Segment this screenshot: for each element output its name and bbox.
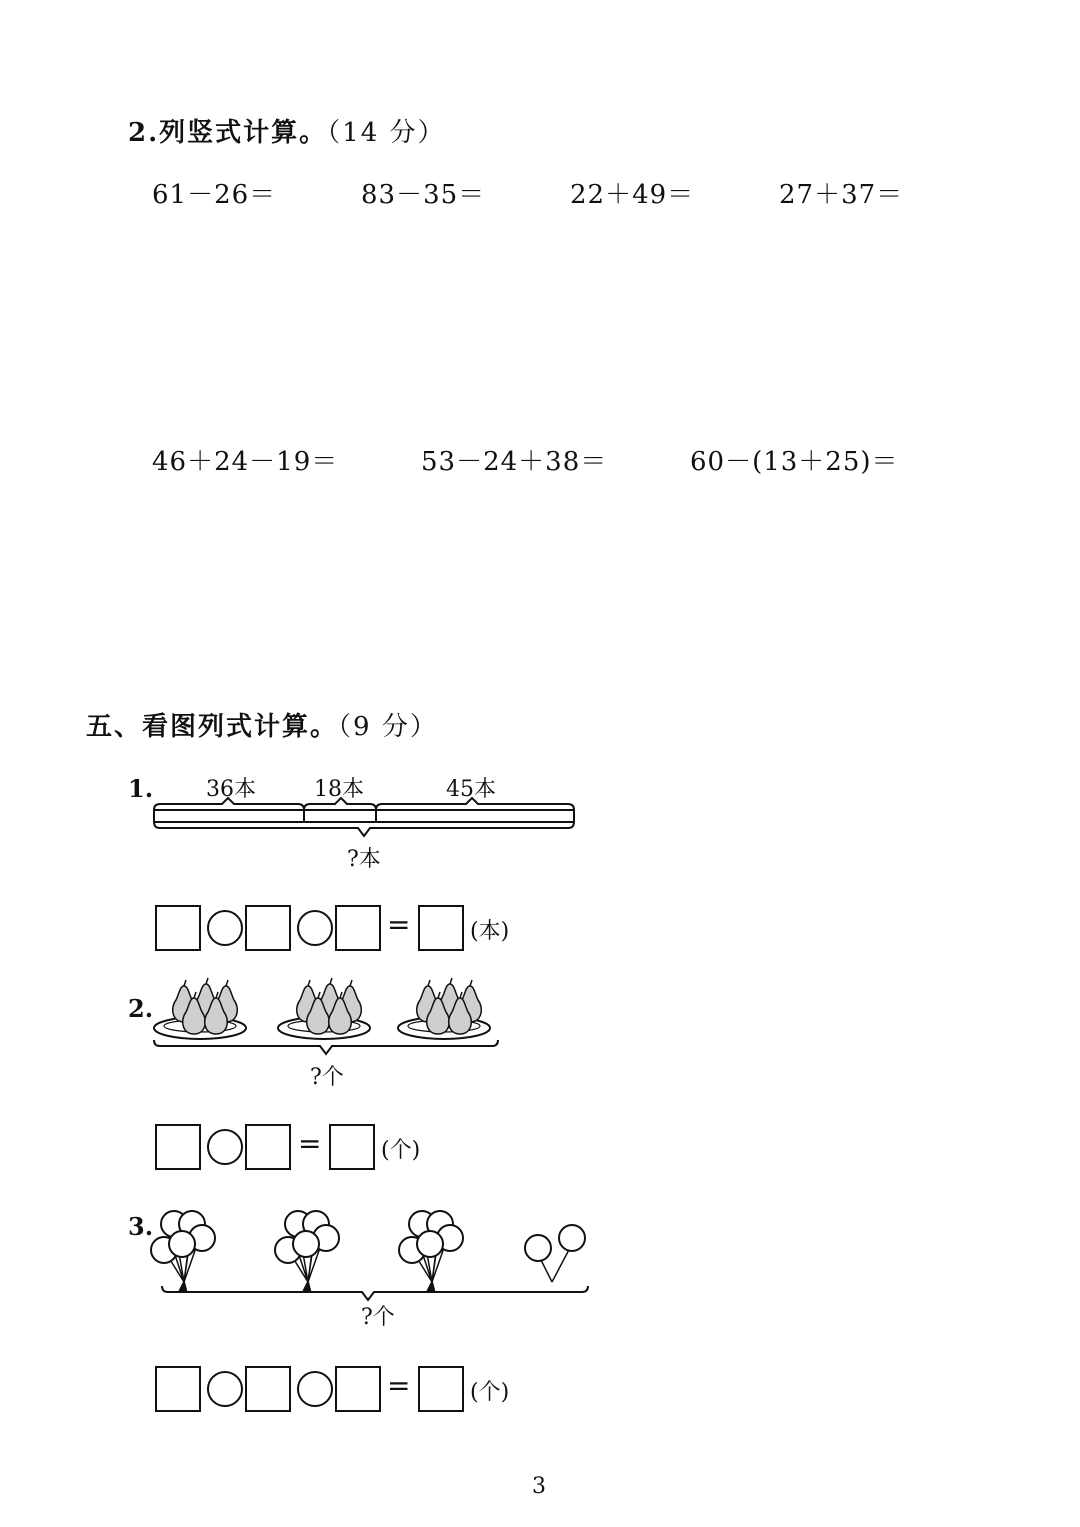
calc-expression: 46＋24－19＝ — [152, 447, 339, 477]
pear-plate-icon — [398, 978, 490, 1039]
answer-box[interactable] — [245, 1366, 291, 1412]
equals-sign: = — [298, 1127, 322, 1160]
operator-circle[interactable] — [207, 1371, 243, 1407]
calc-expression: 53－24＋38＝ — [421, 447, 608, 477]
answer-box[interactable] — [245, 905, 291, 951]
answer-box[interactable] — [245, 1124, 291, 1170]
answer-box[interactable] — [418, 1366, 464, 1412]
answer-box[interactable] — [335, 1366, 381, 1412]
answer-box[interactable] — [155, 905, 201, 951]
balloon-bunch-icon — [399, 1211, 463, 1290]
balloon-bunch-icon — [151, 1211, 215, 1290]
problem1-number: 1. — [128, 774, 154, 803]
segment-label: 45本 — [446, 777, 496, 802]
calc-expression: 83－35＝ — [361, 180, 486, 210]
operator-circle[interactable] — [207, 910, 243, 946]
answer-box[interactable] — [418, 905, 464, 951]
unit-label: (个) — [381, 1138, 421, 1163]
section5-points: （9 分） — [338, 712, 438, 742]
operator-circle[interactable] — [297, 1371, 333, 1407]
q2-points: （14 分） — [327, 118, 446, 148]
section5-heading-text: 五、看图列式计算。 — [86, 712, 339, 742]
calc-expression: 27＋37＝ — [779, 180, 904, 210]
total-label: ?个 — [310, 1065, 344, 1090]
unit-label: (本) — [470, 919, 510, 944]
balloon-bunch-icon — [275, 1211, 339, 1290]
operator-circle[interactable] — [297, 910, 333, 946]
equals-sign: = — [387, 1369, 411, 1402]
calc-expression: 61－26＝ — [152, 180, 277, 210]
answer-box[interactable] — [329, 1124, 375, 1170]
segment-label: 18本 — [314, 777, 364, 802]
total-label: ?个 — [361, 1305, 395, 1330]
problem3-number: 3. — [128, 1212, 154, 1241]
answer-box[interactable] — [155, 1366, 201, 1412]
q2-heading — [128, 112, 446, 149]
segment-label: 36本 — [206, 777, 256, 802]
answer-box[interactable] — [335, 905, 381, 951]
operator-circle[interactable] — [207, 1129, 243, 1165]
pear-plate-icon — [278, 978, 370, 1039]
calc-expression: 60－(13＋25)＝ — [690, 447, 899, 477]
answer-box[interactable] — [155, 1124, 201, 1170]
unit-label: (个) — [470, 1380, 510, 1405]
equals-sign: = — [387, 908, 411, 941]
page-number: 3 — [532, 1474, 546, 1499]
section5-heading — [86, 706, 438, 743]
balloon-bunch-icon — [525, 1225, 585, 1282]
q2-heading-text: 2.列竖式计算。 — [128, 118, 328, 148]
problem2-number: 2. — [128, 994, 154, 1023]
pear-plate-icon — [154, 978, 246, 1039]
calc-expression: 22＋49＝ — [570, 180, 695, 210]
total-label: ?本 — [347, 847, 381, 872]
